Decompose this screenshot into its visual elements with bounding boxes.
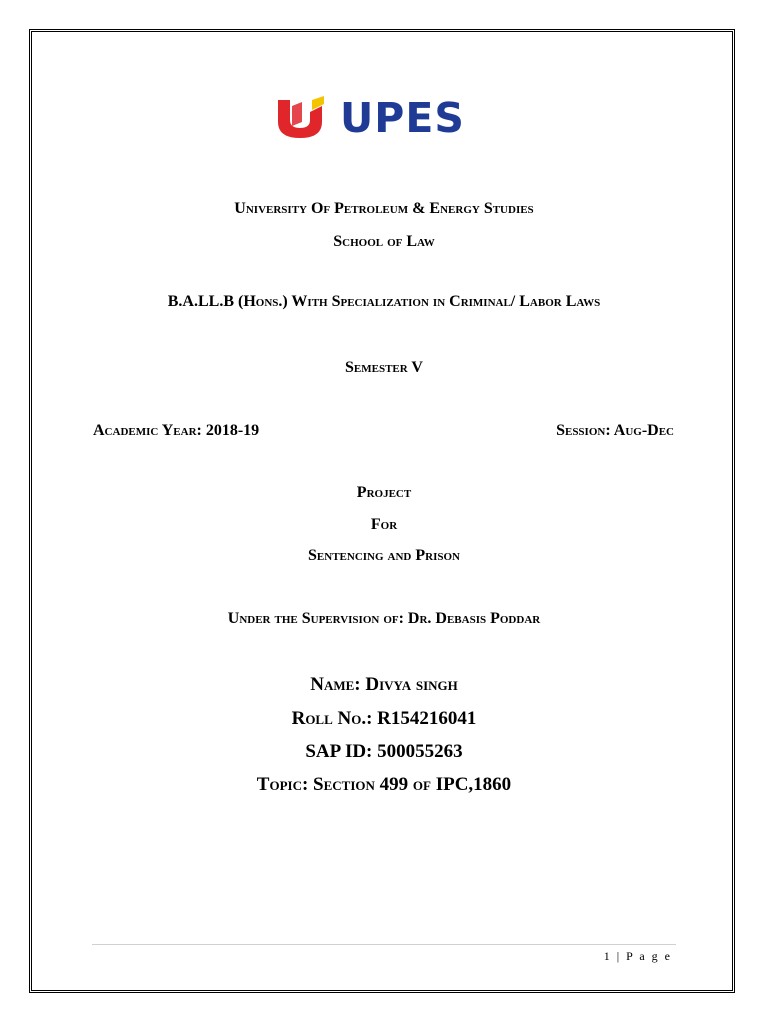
project-label: Project bbox=[356, 484, 412, 501]
sap-id: SAP ID: 500055263 bbox=[305, 741, 463, 762]
school-name: School of Law bbox=[333, 233, 435, 250]
university-name: University Of Petroleum & Energy Studies bbox=[234, 200, 534, 217]
footer-divider bbox=[92, 944, 676, 945]
project-subject: Sentencing and Prison bbox=[308, 547, 460, 564]
roll-number: Roll No.: R154216041 bbox=[291, 708, 477, 729]
programme-title: B.A.LL.B (Hons.) With Specialization in Criminal/ Labor Laws bbox=[167, 293, 601, 310]
for-label: For bbox=[370, 516, 398, 533]
academic-year: Academic Year: 2018-19 bbox=[93, 422, 260, 439]
session: Session: Aug-Dec bbox=[556, 422, 674, 439]
supervisor: Under the Supervision of: Dr. Debasis Poddar bbox=[227, 610, 541, 627]
page-border bbox=[29, 29, 735, 993]
student-name: Name: Divya singh bbox=[310, 674, 458, 695]
page-number: 1 | P a g e bbox=[603, 949, 672, 963]
upes-logo bbox=[276, 96, 465, 140]
topic: Topic: Section 499 of IPC,1860 bbox=[256, 774, 512, 795]
upes-logo-icon bbox=[276, 96, 328, 140]
logo-text: UPES bbox=[340, 94, 465, 142]
semester: Semester V bbox=[345, 359, 423, 376]
